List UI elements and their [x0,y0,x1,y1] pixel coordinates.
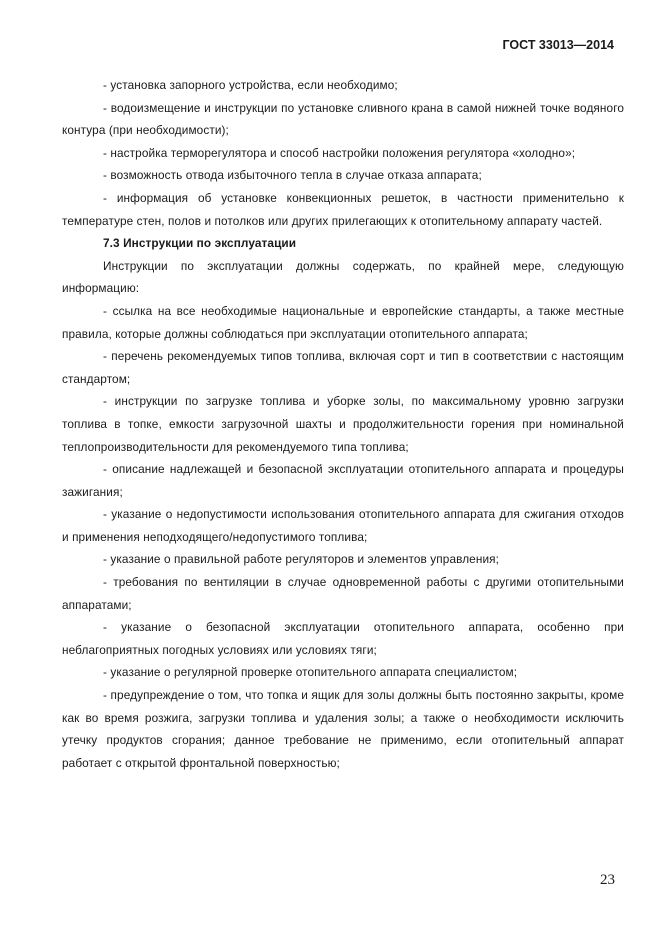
list-item: - описание надлежащей и безопасной эксплуатации отопительного аппарата и процедуры зажигания; [62,462,624,499]
list-item: - возможность отвода избыточного тепла в случае отказа аппарата; [103,168,482,183]
list-item: - настройка терморегулятора и способ настройки положения регулятора «холодно»; [103,145,576,160]
list-item: - указание о недопустимости использования отопительного аппарата для сжигания отходов и применения неподходящего/недопустимого топлива; [62,507,624,544]
list-item: - перечень рекомендуемых типов топлива, включая сорт и тип в соответствии с настоящим стандартом; [62,349,624,386]
section-heading: 7.3 Инструкции по эксплуатации [103,236,297,251]
list-item: - установка запорного устройства, если необходимо; [103,78,398,92]
section-intro: Инструкции по эксплуатации должны содержать, по крайней мере, следующую информацию: [62,258,624,296]
list-item: - указание о правильной работе регуляторов и элементов управления; [103,552,500,567]
list-item: - указание о безопасной эксплуатации отопительного аппарата, особенно при неблагоприятных погодных условиях или условиях тяги; [62,620,624,657]
list-item: - информация об установке конвекционных решеток, в частности применительно к температуре стен, полов и потолков или других прилегающих к отопительному аппарату частей. [62,190,624,228]
list-item: - требования по вентиляции в случае одновременной работы с другими отопительными аппаратами; [62,575,624,612]
list-item: - водоизмещение и инструкции по установке сливного крана в самой нижней точке водяного контура (при необходимости); [62,100,624,138]
list-item: - предупреждение о том, что топка и ящик для золы должны быть постоянно закрыты, кроме как во время розжига, загрузки топлива и удаления золы; а также о необходимости исключить утечку продуктов сгорания; данное требование не применимо, если отопительный аппарат работает с открытой фронтальной поверхностью; [62,688,624,770]
page-number: 23 [600,872,615,888]
list-item: - указание о регулярной проверке отопительного аппарата специалистом; [103,665,518,680]
list-item: - инструкции по загрузке топлива и уборке золы, по максимальному уровню загрузки топлива в топке, емкости загрузочной шахты и продолжительности горения при номинальной теплопроизводительности для рекомендуемого типа топлива; [62,394,624,454]
standard-code-header: ГОСТ 33013—2014 [502,38,614,52]
body-text [62,74,624,774]
list-item: - ссылка на все необходимые национальные и европейские стандарты, а также местные правила, которые должны соблюдаться при эксплуатации отопительного аппарата; [62,303,624,341]
